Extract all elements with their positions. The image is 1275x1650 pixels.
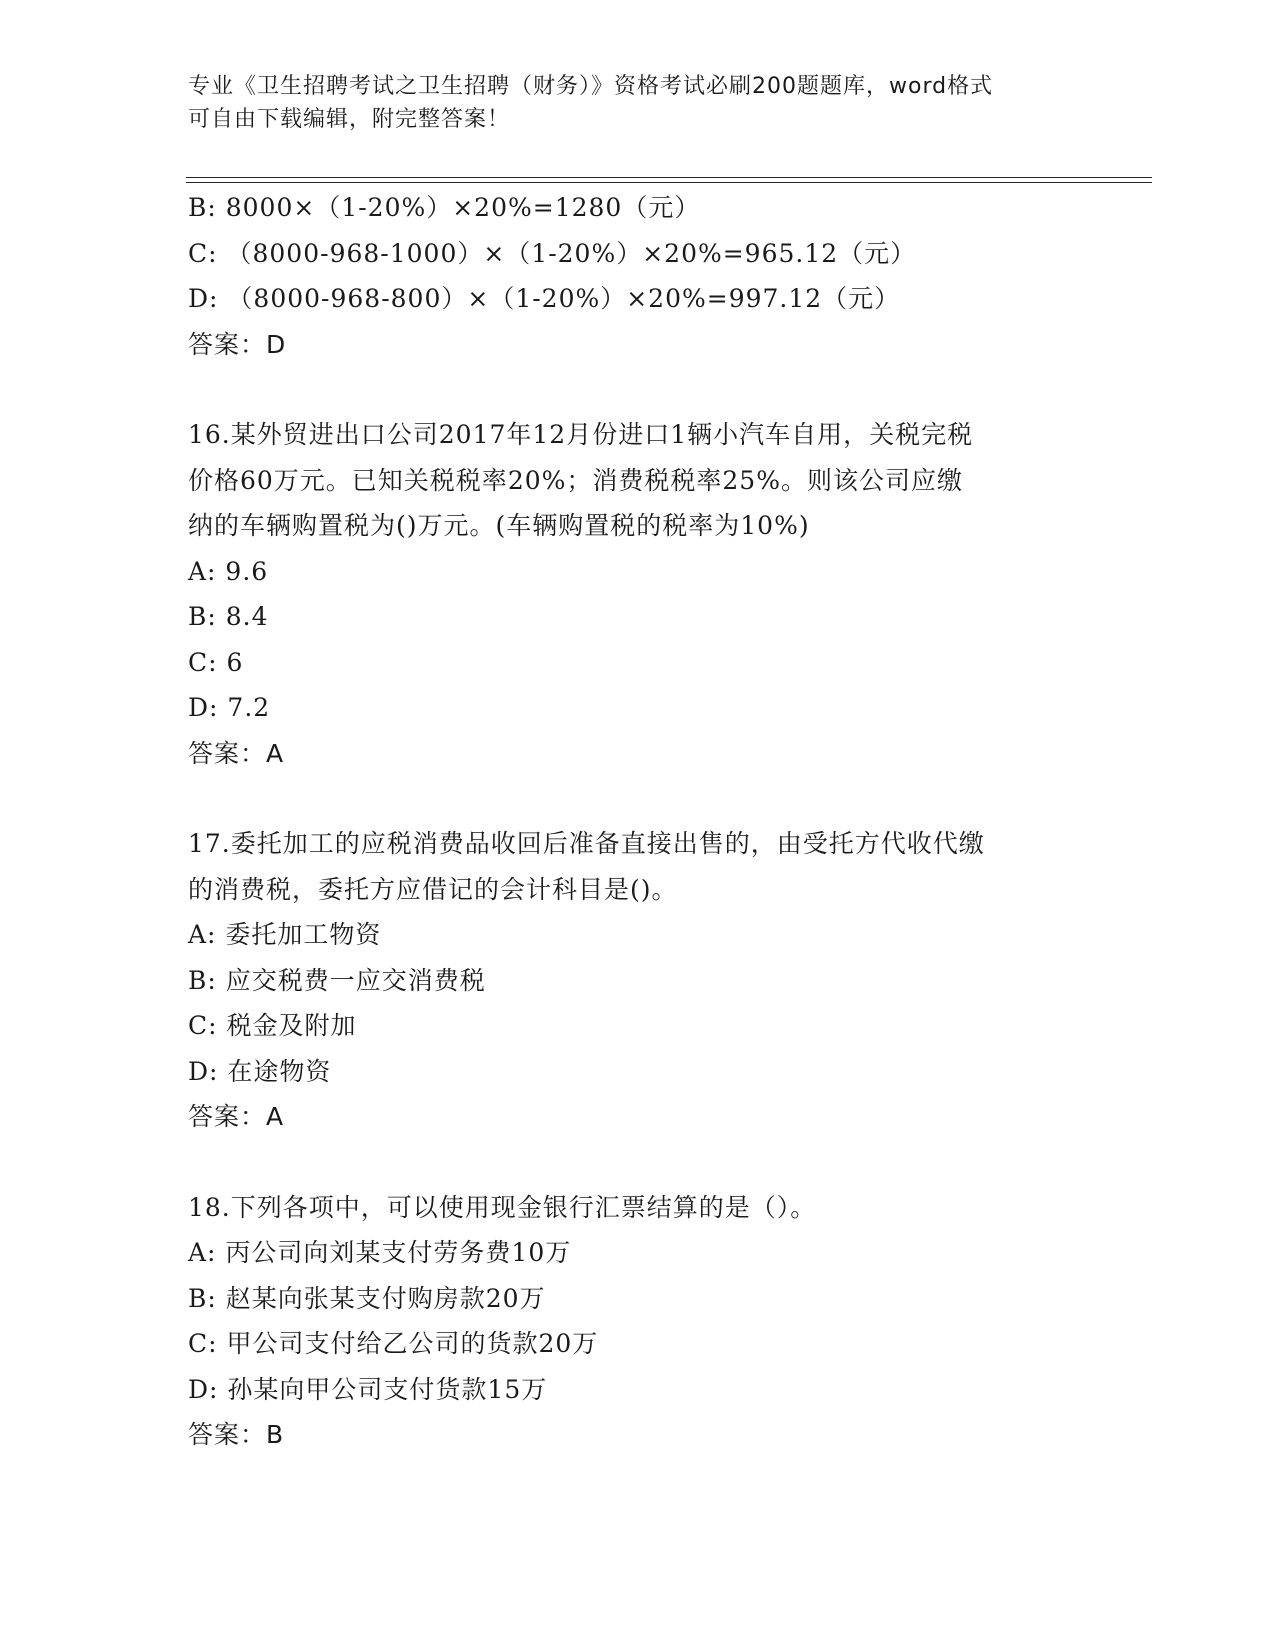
header-line-2: 可自由下载编辑，附完整答案！ [188,107,511,132]
option-d: D: 孙某向甲公司支付货款15万 [188,1374,548,1404]
option-a: A: 9.6 [188,556,269,586]
question-stem-line: 价格60万元。已知关税税率20%；消费税税率25%。则该公司应缴 [188,465,963,495]
question-stem-line: 的消费税，委托方应借记的会计科目是()。 [188,874,678,904]
question-18 [188,1185,1108,1458]
answer-label: 答案：A [188,1102,285,1131]
document-header [188,70,1088,136]
header-divider-bottom [186,182,1152,183]
option-c: C: 税金及附加 [188,1011,357,1040]
option-d: D: 在途物资 [188,1056,332,1086]
answer-label: 答案：A [188,738,285,768]
option-a: A: 丙公司向刘某支付劳务费10万 [188,1238,572,1267]
option-c: C: 甲公司支付给乙公司的货款20万 [188,1329,599,1358]
question-stem-line: 16.某外贸进出口公司2017年12月份进口1辆小汽车自用，关税完税 [188,420,974,449]
option-c: C: 6 [188,647,244,677]
spacer [188,1140,1108,1185]
option-a: A: 委托加工物资 [188,920,382,949]
document-body [188,185,1108,1458]
header-divider-top [186,177,1152,178]
question-17 [188,821,1108,1140]
answer-label: 答案：D [188,329,287,359]
spacer [188,367,1108,412]
question-stem-line: 纳的车辆购置税为()万元。(车辆购置税的税率为10%) [188,511,810,540]
option-d: D: （8000-968-800）×（1-20%）×20%=997.12（元） [188,284,901,313]
question-stem-line: 17.委托加工的应税消费品收回后准备直接出售的，由受托方代收代缴 [188,829,985,858]
header-line-1: 专业《卫生招聘考试之卫生招聘（财务）》资格考试必刷200题题库，word格式 [188,74,994,99]
question-15-tail [188,185,1108,367]
option-b: B: 赵某向张某支付购房款20万 [188,1283,546,1313]
spacer [188,776,1108,821]
question-stem-line: 18.下列各项中，可以使用现金银行汇票结算的是（）。 [188,1192,817,1222]
option-b: B: 8000×（1-20%）×20%=1280（元） [188,193,701,222]
answer-label: 答案：B [188,1420,285,1449]
option-d: D: 7.2 [188,693,271,722]
option-c: C: （8000-968-1000）×（1-20%）×20%=965.12（元） [188,238,917,268]
option-b: B: 8.4 [188,602,269,631]
question-16 [188,412,1108,776]
option-b: B: 应交税费一应交消费税 [188,965,486,995]
